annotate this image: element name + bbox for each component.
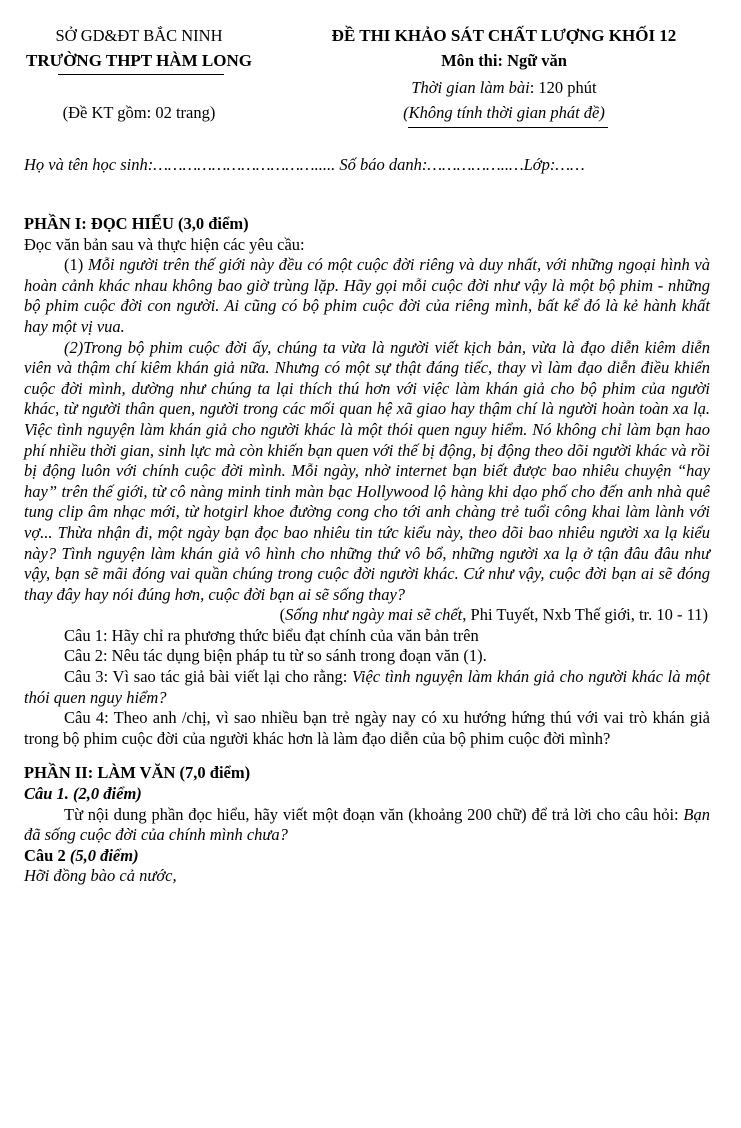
passage-paragraph-2: (2)Trong bộ phim cuộc đời ấy, chúng ta vừa là người viết kịch bản, vừa là đạo diễn kiêm diễn viên và thậm chí kiêm khán giả nữa. Nhưng có một sự thật đáng tiếc, thay vì làm đạo diễn điều khiển cuộc đời mình, dường như chúng ta lại thích thú hơn với việc làm khán giả cho bộ phim của người khác, từ người thân quen, người trong các mối quan hệ xã giao hay thậm chí là người hoàn toàn xa lạ. Việc tình nguyện làm khán giả cho người khác là một thói quen nguy hiểm. Nó không chỉ làm bạn hao phí nhiều thời gian, sinh lực mà còn khiến bạn quen với thế bị động, bị động theo dõi người khác và rồi bị động luôn với chính cuộc đời mình. Mỗi ngày, nhờ internet bạn biết được bao nhiêu chuyện “hay hay” trên thế giới, từ cô nàng minh tinh màn bạc Hollywood lộ hàng khi dạo phố cho đến anh nhà quê tung clip âm nhạc mới, từ hotgirl khoe đường cong cho tới anh chàng trẻ tuổi công khai làm lành với vợ... Thừa nhận đi, một ngày bạn đọc bao nhiêu tin tức kiểu này, theo dõi bao nhiêu người xa lạ kiểu này? Tình nguyện làm khán giả vô hình cho những thứ vô bổ, những người xa lạ ở tận đâu đâu như vậy, bạn sẽ mãi đóng vai quần chúng trong cuộc đời người khác. Cứ như vậy, cuộc đời bạn ai sẽ đóng thay đây hay nói đúng hơn, cuộc đời bạn ai sẽ sống thay?: [24, 337, 710, 604]
question-3: [24, 667, 710, 708]
pages-note: (Đề KT gồm: 02 trang): [62, 103, 216, 122]
c2-points: (5,0 điểm): [69, 845, 139, 865]
school-underline: [58, 74, 224, 75]
time-value: : 120 phút: [529, 78, 597, 97]
c1-quote: Bạn đã sống cuộc đời của chính mình chưa?: [24, 804, 710, 845]
part2-question-1-title: Câu 1. (2,0 điểm): [24, 784, 142, 804]
part2-question-2-text: Hỡi đồng bào cả nước,: [24, 866, 177, 886]
question-4: Câu 4: Theo anh /chị, vì sao nhiều bạn trẻ ngày nay có xu hướng hứng thú với vai trò khán giả trong bộ phim cuộc đời của người khác hơn là làm đạo diễn của bộ phim cuộc đời mình?: [24, 708, 710, 748]
exam-subject: Môn thi: Ngữ văn: [441, 51, 567, 70]
exam-body: [24, 214, 710, 887]
passage-paragraph-1: [24, 255, 710, 337]
part2-question-1-text: [24, 805, 710, 846]
exam-time: [300, 78, 708, 98]
question-2: Câu 2: Nêu tác dụng biện pháp tu từ so sánh trong đoạn văn (1).: [64, 646, 487, 666]
q3-prefix: Câu 3: Vì sao tác giả bài viết lại cho rằng:: [64, 667, 353, 687]
q3-quote: Việc tình nguyện làm khán giả cho người khác là một thói quen nguy hiểm?: [24, 667, 710, 707]
part1-title: PHẦN I: ĐỌC HIỂU (3,0 điểm): [24, 214, 249, 233]
time-note: (Không tính thời gian phát đề): [403, 103, 605, 122]
c2-label: Câu 2: [24, 845, 70, 865]
part2-title: PHẦN II: LÀM VĂN (7,0 điểm): [24, 763, 251, 783]
school-name: TRƯỜNG THPT HÀM LONG: [26, 51, 252, 70]
source-open: (: [279, 605, 286, 625]
part1-instruction: Đọc văn bản sau và thực hiện các yêu cầu:: [24, 234, 305, 254]
student-info-line: Họ và tên học sinh:……………………………..... Số báo danh:……………..…Lớp:……: [24, 155, 585, 174]
c1-text: Từ nội dung phần đọc hiểu, hãy viết một đoạn văn (khoảng 200 chữ) để trả lời cho câu hỏi:: [64, 804, 684, 824]
part2-question-2-title: [24, 846, 710, 867]
dept-name: SỞ GD&ĐT BẮC NINH: [55, 26, 223, 45]
passage-source: [24, 605, 710, 626]
source-title: Sống như ngày mai sẽ chết: [285, 605, 463, 625]
exam-title: ĐỀ THI KHẢO SÁT CHẤT LƯỢNG KHỐI 12: [331, 26, 677, 45]
para1-text: Mỗi người trên thế giới này đều có một cuộc đời riêng và duy nhất, với những ngoại hình và hoàn cảnh khác nhau không bao giờ trùng lặp. Hãy gọi mỗi cuộc đời như vậy là một bộ phim - những bộ phim cuộc đời con người. Ai cũng có bộ phim cuộc đời của riêng mình, bất kể đó là kẻ hành khất hay một vị vua.: [24, 255, 710, 336]
header-right-underline: [408, 127, 608, 128]
section-gap: [24, 749, 710, 763]
para1-number: (1): [64, 255, 88, 275]
source-details: , Phi Tuyết, Nxb Thế giới, tr. 10 - 11): [462, 605, 708, 625]
time-label: Thời gian làm bài: [411, 78, 530, 97]
question-1: Câu 1: Hãy chỉ ra phương thức biểu đạt chính của văn bản trên: [64, 625, 479, 645]
